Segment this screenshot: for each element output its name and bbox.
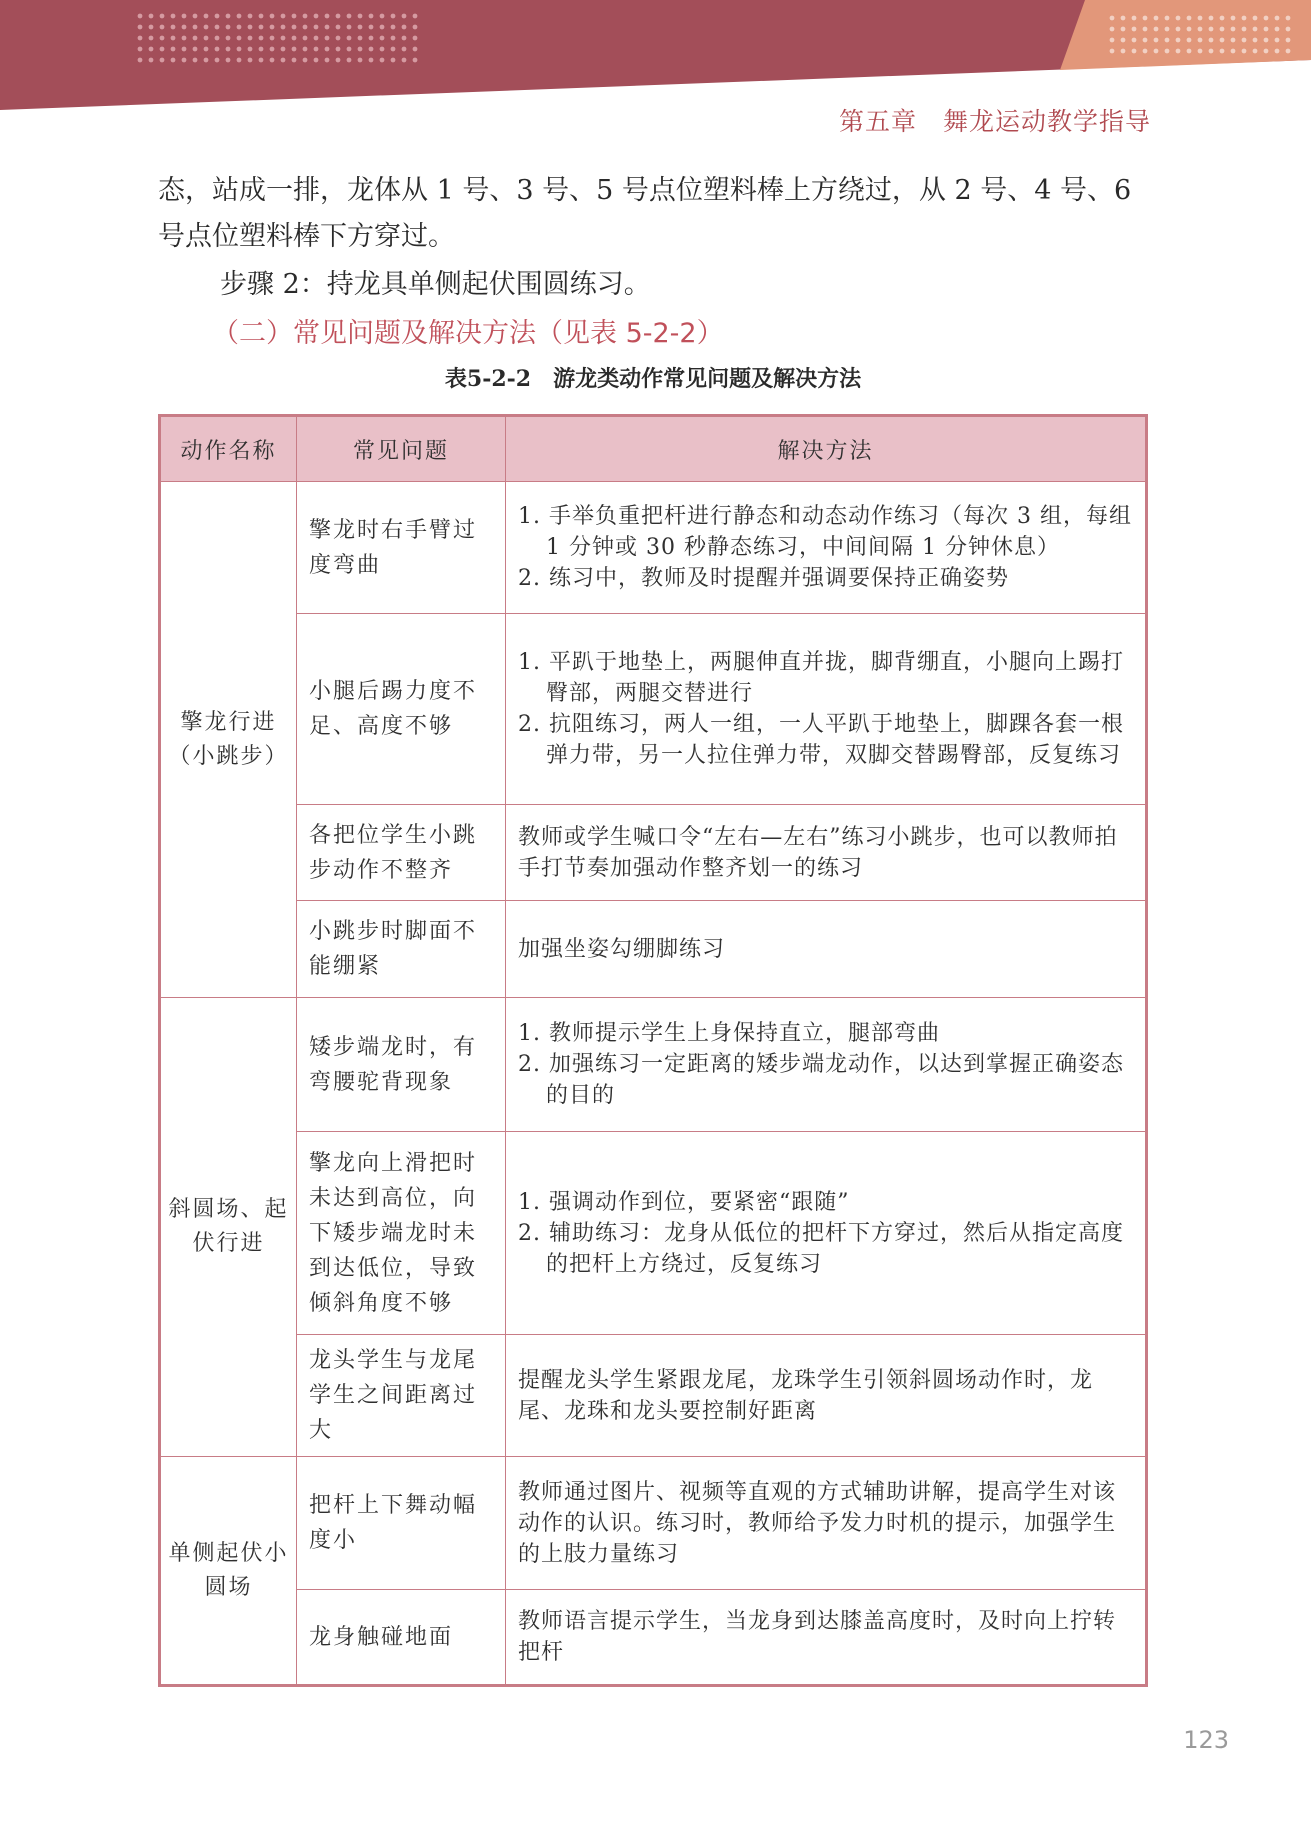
banner-dot <box>1275 38 1280 43</box>
banner-dot <box>1264 16 1269 21</box>
solution-item: 加强坐姿勾绷脚练习 <box>518 936 726 962</box>
banner-dot <box>281 58 286 63</box>
banner-dot <box>193 47 198 52</box>
banner-dot <box>1209 38 1214 43</box>
banner-dot <box>138 36 143 41</box>
banner-accent <box>1060 0 1311 70</box>
banner-dot <box>215 14 220 19</box>
banner-dot <box>292 25 297 30</box>
banner-dot <box>281 47 286 52</box>
banner-dot <box>1110 38 1115 43</box>
table-row <box>160 998 1147 1132</box>
solution-item: 1. 强调动作到位，要紧密“跟随” <box>518 1189 850 1215</box>
problem-cell: 擎龙向上滑把时未达到高位，向下矮步端龙时未到达低位，导致倾斜角度不够 <box>297 1132 506 1335</box>
header-solution: 解决方法 <box>506 416 1147 482</box>
problems-solutions-table <box>158 414 1148 1687</box>
banner-dot <box>182 36 187 41</box>
banner-dot <box>380 25 385 30</box>
problem-cell: 小腿后踢力度不足、高度不够 <box>297 614 506 805</box>
solution-item: 提醒龙头学生紧跟龙尾，龙珠学生引领斜圆场动作时，龙尾、龙珠和龙头要控制好距离 <box>518 1367 1094 1424</box>
banner-dot <box>1187 27 1192 32</box>
banner-dot <box>182 47 187 52</box>
banner-dot <box>1110 16 1115 21</box>
banner-dot <box>380 14 385 19</box>
banner-dot <box>1264 38 1269 43</box>
banner-dot <box>1264 49 1269 54</box>
banner-dot <box>1176 49 1181 54</box>
banner-dot <box>1286 27 1291 32</box>
banner-dot <box>226 58 231 63</box>
banner-dot <box>303 14 308 19</box>
banner-dot <box>402 58 407 63</box>
banner-dot <box>347 25 352 30</box>
banner-dot <box>138 14 143 19</box>
banner-dot <box>1154 27 1159 32</box>
banner-dot <box>369 58 374 63</box>
banner-dot <box>1187 16 1192 21</box>
banner-dot <box>314 47 319 52</box>
banner-dot <box>314 14 319 19</box>
banner-dot <box>391 25 396 30</box>
banner-dot <box>193 36 198 41</box>
banner-dot <box>292 36 297 41</box>
banner-dot <box>303 36 308 41</box>
table-row <box>160 1590 1147 1686</box>
solution-item: 1. 手举负重把杆进行静态和动态动作练习（每次 3 组，每组 1 分钟或 30 秒静态练习，中间间隔 1 分钟休息） <box>518 504 1132 560</box>
header-action-name: 动作名称 <box>160 416 297 482</box>
chapter-title: 第五章 舞龙运动教学指导 <box>838 107 1151 136</box>
banner-dot <box>391 36 396 41</box>
problem-cell: 把杆上下舞动幅度小 <box>297 1457 506 1590</box>
banner-dot <box>1198 27 1203 32</box>
banner-dot <box>259 47 264 52</box>
solution-item: 1. 教师提示学生上身保持直立，腿部弯曲 <box>518 1021 940 1046</box>
banner-dot <box>402 36 407 41</box>
banner-dot <box>1132 27 1137 32</box>
solution-item: 2. 抗阻练习，两人一组，一人平趴于地垫上，脚踝各套一根弹力带，另一人拉住弹力带，双脚交替踢臀部，反复练习 <box>518 712 1124 768</box>
body-paragraph: 态，站成一排，龙体从 1 号、3 号、5 号点位塑料棒上方绕过，从 2 号、4 号、6 号点位塑料棒下方穿过。 <box>158 175 1132 252</box>
banner-dot <box>380 58 385 63</box>
banner-dot <box>314 25 319 30</box>
banner-dot <box>1275 16 1280 21</box>
banner-dot <box>1198 16 1203 21</box>
banner-dot <box>193 58 198 63</box>
banner-dot <box>1187 49 1192 54</box>
banner-dot <box>160 47 165 52</box>
banner-dot <box>259 14 264 19</box>
banner-dot <box>1132 38 1137 43</box>
banner-dot <box>270 47 275 52</box>
category-cell <box>160 482 297 998</box>
table-row <box>160 1132 1147 1335</box>
problem-cell: 龙头学生与龙尾学生之间距离过大 <box>297 1335 506 1457</box>
banner-dot <box>1165 27 1170 32</box>
banner-dot <box>325 25 330 30</box>
banner-dot <box>1242 16 1247 21</box>
banner-dot <box>204 58 209 63</box>
banner-dot <box>1253 38 1258 43</box>
banner-dot <box>1231 49 1236 54</box>
banner-dot <box>325 14 330 19</box>
banner-dot <box>1143 49 1148 54</box>
section-heading: （二）常见问题及解决方法（见表 5-2-2） <box>212 318 724 349</box>
banner-dot <box>237 36 242 41</box>
table-header-row <box>160 416 1147 482</box>
banner-dot <box>259 25 264 30</box>
banner-dot <box>1143 38 1148 43</box>
banner-dot <box>248 58 253 63</box>
banner-dot <box>413 25 418 30</box>
banner-dot <box>402 14 407 19</box>
banner-dot <box>1121 38 1126 43</box>
header-common-problem: 常见问题 <box>297 416 506 482</box>
banner-dot <box>314 36 319 41</box>
banner-dot <box>237 58 242 63</box>
banner-dot <box>248 14 253 19</box>
banner-dot <box>1198 38 1203 43</box>
banner-dot <box>325 58 330 63</box>
banner-dot <box>1132 16 1137 21</box>
banner-dot <box>1132 49 1137 54</box>
banner-dot <box>369 14 374 19</box>
banner-dot <box>270 14 275 19</box>
banner-dot <box>1231 16 1236 21</box>
solution-cell <box>506 805 1147 901</box>
banner-dot <box>1121 27 1126 32</box>
banner-dot <box>380 47 385 52</box>
problem-cell: 矮步端龙时，有弯腰驼背现象 <box>297 998 506 1132</box>
banner-dot <box>215 47 220 52</box>
solution-item: 2. 练习中，教师及时提醒并强调要保持正确姿势 <box>518 566 1009 591</box>
banner-dot <box>1253 49 1258 54</box>
table-row <box>160 1457 1147 1590</box>
banner-dot <box>226 36 231 41</box>
table-row <box>160 482 1147 614</box>
banner-dot <box>204 25 209 30</box>
banner-dot <box>1176 38 1181 43</box>
banner-dot <box>347 58 352 63</box>
solution-cell <box>506 1457 1147 1590</box>
banner-dot <box>391 47 396 52</box>
banner-dot <box>369 25 374 30</box>
solution-item: 教师或学生喊口令“左右—左右”练习小跳步，也可以教师拍手打节奏加强动作整齐划一的练习 <box>518 824 1118 881</box>
banner-dot <box>204 47 209 52</box>
solution-cell <box>506 1590 1147 1686</box>
solution-cell <box>506 901 1147 998</box>
category-label: 斜圆场、起伏行进 <box>168 1197 289 1256</box>
banner-dot <box>248 36 253 41</box>
banner-dot <box>391 58 396 63</box>
banner-dot <box>204 14 209 19</box>
banner-dot <box>358 36 363 41</box>
banner-dot <box>215 36 220 41</box>
banner-dot <box>1242 38 1247 43</box>
banner-dot <box>303 25 308 30</box>
banner-dot <box>1154 38 1159 43</box>
banner-dot <box>160 25 165 30</box>
banner-dot <box>292 14 297 19</box>
banner-dot <box>193 25 198 30</box>
problem-cell: 龙身触碰地面 <box>297 1590 506 1686</box>
banner-dot <box>237 47 242 52</box>
banner-dot <box>215 25 220 30</box>
banner-dot <box>182 58 187 63</box>
banner-dot <box>193 14 198 19</box>
banner-dot <box>358 58 363 63</box>
banner-dot <box>413 14 418 19</box>
banner-dot <box>138 58 143 63</box>
banner-dot <box>347 47 352 52</box>
banner-dot <box>237 14 242 19</box>
banner-dot <box>160 58 165 63</box>
banner-dot <box>171 58 176 63</box>
category-cell <box>160 998 297 1457</box>
problem-cell: 擎龙时右手臂过度弯曲 <box>297 482 506 614</box>
banner-dot <box>292 58 297 63</box>
table-row <box>160 614 1147 805</box>
banner-dot <box>1176 16 1181 21</box>
banner-dot <box>171 14 176 19</box>
banner-dot <box>226 14 231 19</box>
banner-dot <box>215 58 220 63</box>
banner-dot <box>270 58 275 63</box>
banner-dot <box>1176 27 1181 32</box>
banner-dot <box>1143 27 1148 32</box>
banner-dot <box>1275 27 1280 32</box>
banner-dot <box>204 36 209 41</box>
banner-dot <box>413 36 418 41</box>
banner-dot <box>226 25 231 30</box>
banner-dot <box>336 36 341 41</box>
banner-dot <box>248 25 253 30</box>
banner-dot <box>149 14 154 19</box>
banner-dot <box>259 36 264 41</box>
banner-dot <box>270 36 275 41</box>
banner-dot <box>1264 27 1269 32</box>
problem-cell: 小跳步时脚面不能绷紧 <box>297 901 506 998</box>
banner-dot <box>182 25 187 30</box>
page-number: 123 <box>1183 1726 1229 1754</box>
banner-dot <box>1121 49 1126 54</box>
solution-item: 教师通过图片、视频等直观的方式辅助讲解，提高学生对该动作的认识。练习时，教师给予发力时机的提示，加强学生的上肢力量练习 <box>518 1479 1117 1567</box>
banner-dot <box>413 58 418 63</box>
category-label: 单侧起伏小圆场 <box>168 1540 289 1600</box>
banner-dot <box>358 47 363 52</box>
banner-dot <box>347 14 352 19</box>
banner-dot <box>1220 16 1225 21</box>
banner-dot <box>1220 38 1225 43</box>
banner-dot <box>160 14 165 19</box>
banner-dot <box>369 47 374 52</box>
banner-dot <box>281 14 286 19</box>
banner-dot <box>171 25 176 30</box>
banner-dot <box>358 25 363 30</box>
banner-dot <box>1154 16 1159 21</box>
banner-dot <box>1154 49 1159 54</box>
banner-dot <box>1110 27 1115 32</box>
problem-cell: 各把位学生小跳步动作不整齐 <box>297 805 506 901</box>
banner-dot <box>1110 49 1115 54</box>
banner-dot <box>281 25 286 30</box>
step-2-text: 步骤 2：持龙具单侧起伏围圆练习。 <box>220 269 651 300</box>
table-row <box>160 1335 1147 1457</box>
banner-dot <box>1253 16 1258 21</box>
category-cell <box>160 1457 297 1686</box>
banner-dot <box>1253 27 1258 32</box>
banner-dot <box>1286 49 1291 54</box>
banner-dot <box>1231 27 1236 32</box>
banner-dot <box>413 47 418 52</box>
solution-item: 2. 加强练习一定距离的矮步端龙动作，以达到掌握正确姿态的目的 <box>518 1052 1124 1108</box>
banner-dot <box>336 25 341 30</box>
banner-dot <box>1209 16 1214 21</box>
banner-dot <box>138 47 143 52</box>
banner-dot <box>149 58 154 63</box>
banner-dot <box>281 36 286 41</box>
banner-dot <box>182 14 187 19</box>
banner-dot <box>358 14 363 19</box>
banner-dot <box>314 58 319 63</box>
banner-dot <box>1209 49 1214 54</box>
banner-dot <box>1198 49 1203 54</box>
banner-dot <box>1165 38 1170 43</box>
banner-dot <box>1121 16 1126 21</box>
banner-dot <box>380 36 385 41</box>
banner-dot <box>1220 27 1225 32</box>
banner-dot <box>402 47 407 52</box>
table-row <box>160 805 1147 901</box>
banner-dot <box>1165 16 1170 21</box>
banner-dot <box>347 36 352 41</box>
banner-dot <box>1187 38 1192 43</box>
banner-dot <box>303 58 308 63</box>
banner-dot <box>270 25 275 30</box>
table-caption: 表5-2-2 游龙类动作常见问题及解决方法 <box>444 366 862 392</box>
solution-cell <box>506 1335 1147 1457</box>
banner-dot <box>336 14 341 19</box>
banner-dot <box>325 47 330 52</box>
banner-dot <box>171 47 176 52</box>
solution-cell <box>506 482 1147 614</box>
banner-dot <box>171 36 176 41</box>
banner-dot <box>259 58 264 63</box>
solution-cell <box>506 998 1147 1132</box>
banner-dot <box>1242 49 1247 54</box>
banner-dot <box>1165 49 1170 54</box>
header-banner <box>0 0 1311 115</box>
banner-dot <box>369 36 374 41</box>
solution-item: 2. 辅助练习：龙身从低位的把杆下方穿过，然后从指定高度的把杆上方绕过，反复练习 <box>518 1220 1124 1277</box>
banner-dot <box>292 47 297 52</box>
solution-cell <box>506 1132 1147 1335</box>
banner-dot <box>149 47 154 52</box>
solution-item: 教师语言提示学生，当龙身到达膝盖高度时，及时向上拧转把杆 <box>518 1609 1117 1665</box>
banner-dot <box>1242 27 1247 32</box>
banner-dot <box>1231 38 1236 43</box>
category-label: 擎龙行进（小跳步） <box>168 709 289 769</box>
banner-dot <box>149 36 154 41</box>
banner-dot <box>1143 16 1148 21</box>
banner-dot <box>336 47 341 52</box>
banner-dot <box>325 36 330 41</box>
banner-dot <box>248 47 253 52</box>
banner-dot <box>226 47 231 52</box>
solution-cell <box>506 614 1147 805</box>
banner-dot <box>303 47 308 52</box>
solution-item: 1. 平趴于地垫上，两腿伸直并拢，脚背绷直，小腿向上踢打臀部，两腿交替进行 <box>518 650 1124 706</box>
banner-dot <box>336 58 341 63</box>
banner-dot <box>1209 27 1214 32</box>
table-row <box>160 901 1147 998</box>
banner-dot <box>1286 38 1291 43</box>
banner-dot <box>138 25 143 30</box>
banner-dot <box>160 36 165 41</box>
banner-dot <box>1220 49 1225 54</box>
banner-dot <box>237 25 242 30</box>
banner-dot <box>1275 49 1280 54</box>
banner-dot <box>402 25 407 30</box>
banner-dot <box>149 25 154 30</box>
banner-dot <box>1286 16 1291 21</box>
banner-dot <box>391 14 396 19</box>
